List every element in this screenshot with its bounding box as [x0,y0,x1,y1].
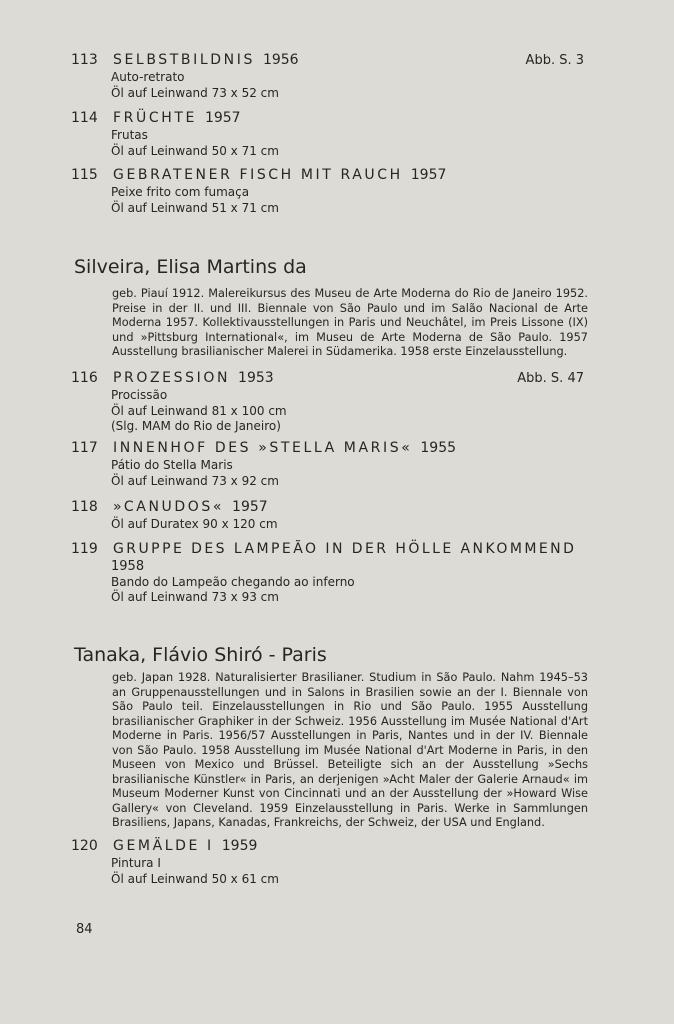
entry-title: GEMÄLDE I 1959 [113,838,258,854]
medium-dimensions: Öl auf Duratex 90 x 120 cm [111,517,278,531]
artist-biography-silveira: geb. Piauí 1912. Malereikursus des Museu de Arte Moderna do Rio de Janeiro 1952. Preise in der II. und III. Biennale von São Paulo und im Salão Nacional de Arte Moderna 1957. Kollektivausstellungen in Paris und Neuchâtel, im Preis Lissone (IX) und »Pittsburg International«, im Museu de Arte Moderna de São Paulo. 1957 Ausstellung brasilianischer Malerei in Südamerika. 1958 erste Einzelausstellung. [112,287,588,358]
portuguese-title: Pintura I [111,856,161,870]
artist-biography-tanaka: geb. Japan 1928. Naturalisierter Brasilianer. Studium in São Paulo. Nahm 1945–53 an Gruppenausstellungen und in Salons in Brasilien sowie an der I. Biennale von São Paulo teil. Einzelausstellungen in Rio und São Paulo. 1955 Ausstellung brasilianischer Graphiker in der Schweiz. 1956 Ausstellung im Musée National d'Art Moderne in Paris. 1956/57 Ausstellungen in Paris, Nantes und in der IV. Biennale von São Paulo. 1958 Ausstellung im Musée National d'Art Moderne in Paris, in den Museen von Mexico und Brüssel. Beteiligte sich an der Ausstellung »Sechs brasilianische Künstler« in Paris, an derjenigen »Acht Maler der Galerie Arnaud« im Museum Moderner Kunst von Cincinnati und an der Ausstellung der »Howard Wise Gallery« von Cleveland. 1959 Einzelausstellung in Paris. Werke in Sammlungen Brasiliens, Japans, Kanadas, Frankreichs, der Schweiz, der USA und England. [112,671,588,829]
entry-year: 1958 [111,559,145,574]
entry-number: 120 [71,838,98,854]
page-number: 84 [76,922,93,937]
entry-title: SELBSTBILDNIS 1956 [113,52,299,68]
portuguese-title: Peixe frito com fumaça [111,185,250,199]
collection-note: (Slg. MAM do Rio de Janeiro) [111,419,281,433]
entry-number: 118 [71,499,98,515]
entry-title: »CANUDOS« 1957 [113,499,268,515]
portuguese-title: Auto-retrato [111,70,185,84]
figure-reference: Abb. S. 47 [517,371,584,386]
medium-dimensions: Öl auf Leinwand 50 x 71 cm [111,143,279,158]
entry-title: FRÜCHTE 1957 [113,110,241,126]
portuguese-title: Pátio do Stella Maris [111,458,233,472]
medium-dimensions: Öl auf Leinwand 73 x 92 cm [111,473,279,488]
entry-title: INNENHOF DES »STELLA MARIS« 1955 [113,440,457,456]
portuguese-title: Procissão [111,388,168,402]
medium-dimensions: Öl auf Leinwand 51 x 71 cm [111,200,279,215]
portuguese-title: Bando do Lampeão chegando ao inferno [111,574,355,589]
entry-number: 113 [71,52,98,68]
entry-number: 116 [71,370,98,386]
medium-dimensions: Öl auf Leinwand 73 x 52 cm [111,85,279,100]
entry-number: 115 [71,167,98,183]
artist-heading-silveira: Silveira, Elisa Martins da [74,256,307,278]
medium-dimensions: Öl auf Leinwand 81 x 100 cm [111,403,287,418]
entry-number: 114 [71,110,98,126]
entry-title: GEBRATENER FISCH MIT RAUCH 1957 [113,167,447,183]
entry-title: GRUPPE DES LAMPEÃO IN DER HÖLLE ANKOMMEND [113,541,577,557]
artist-heading-tanaka: Tanaka, Flávio Shiró - Paris [74,644,327,666]
figure-reference: Abb. S. 3 [525,53,584,68]
entry-number: 117 [71,440,98,456]
entry-title: PROZESSION 1953 [113,370,274,386]
medium-dimensions: Öl auf Leinwand 50 x 61 cm [111,871,279,886]
portuguese-title: Frutas [111,128,148,142]
medium-dimensions: Öl auf Leinwand 73 x 93 cm [111,590,279,604]
entry-number: 119 [71,541,98,557]
